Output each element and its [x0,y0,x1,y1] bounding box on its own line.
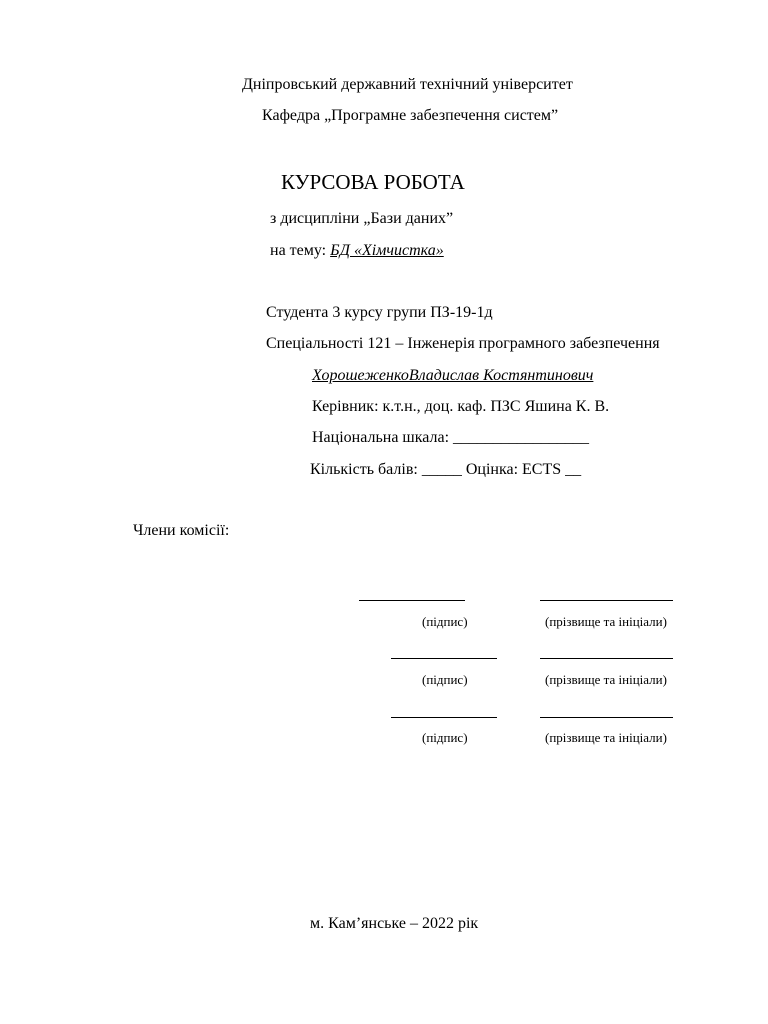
department-name: Кафедра „Програмне забезпечення систем” [262,107,559,124]
signature-line-1 [359,600,465,601]
name-caption-1: (прізвище та ініціали) [545,614,667,629]
commission-label: Члени комісії: [133,522,230,539]
points-grade-line: Кількість балів: _____ Оцінка: ECTS __ [310,461,582,478]
name-line-1 [540,600,673,601]
student-specialty: Спеціальності 121 – Інженерія програмного забезпечення [266,335,660,352]
topic-line [270,241,444,261]
name-caption-2: (прізвище та ініціали) [545,672,667,687]
national-scale-line: Національна шкала: _________________ [312,429,590,446]
signature-caption-2: (підпис) [422,672,468,687]
supervisor-line: Керівник: к.т.н., доц. каф. ПЗС Яшина К. В. [312,398,610,415]
signature-caption-3: (підпис) [422,730,468,745]
place-year: м. Кам’янське – 2022 рік [310,915,479,932]
student-name: ХорошеженкоВладислав Костянтинович [312,367,594,384]
name-caption-3: (прізвище та ініціали) [545,730,667,745]
document-title: КУРСОВА РОБОТА [281,170,465,194]
topic-value: БД «Хімчистка» [330,242,444,259]
university-name: Дніпровський державний технічний університет [242,76,573,93]
signature-caption-1: (підпис) [422,614,468,629]
signature-line-2 [391,658,497,659]
topic-prefix: на тему: [270,242,331,259]
discipline-line: з дисципліни „Бази даних” [270,210,454,227]
name-line-3 [540,717,673,718]
name-line-2 [540,658,673,659]
signature-line-3 [391,717,497,718]
student-course-group: Студента 3 курсу групи ПЗ-19-1д [266,304,493,321]
